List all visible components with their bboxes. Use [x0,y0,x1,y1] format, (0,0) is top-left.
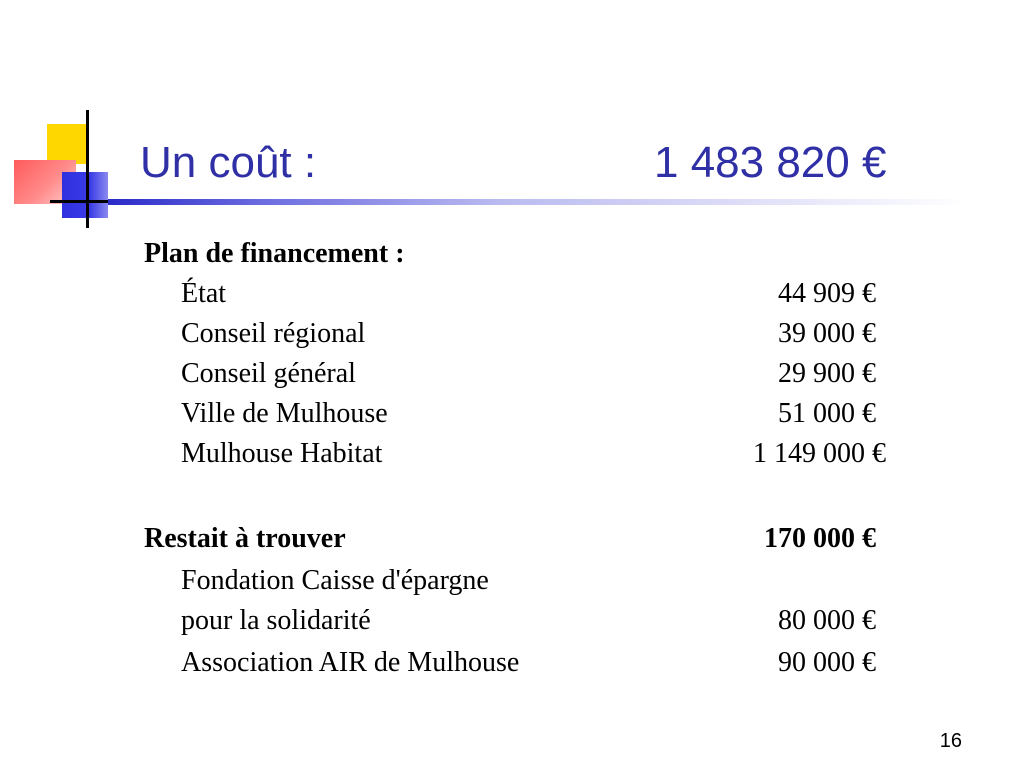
financing-item-label: État [181,278,227,309]
financing-item-label: Conseil général [181,358,356,389]
financing-item-amount: 44 909 € [778,278,876,309]
page-number: 16 [939,730,962,752]
financing-item-amount: 29 900 € [778,358,876,389]
financing-item-label: Conseil régional [181,318,366,349]
remaining-amount: 170 000 € [764,523,876,554]
remaining-item-label-continued: pour la solidarité [181,605,371,636]
remaining-item-amount: 90 000 € [778,647,876,678]
remaining-item-amount: 80 000 € [778,605,876,636]
slide-title-amount: 1 483 820 € [654,138,887,187]
slide-title: Un coût : [140,138,317,187]
remaining-item-label: Fondation Caisse d'épargne [181,565,489,596]
financing-item-amount: 51 000 € [778,398,876,429]
financing-heading: Plan de financement : [144,238,405,269]
financing-item-label: Ville de Mulhouse [181,398,388,429]
financing-item-label: Mulhouse Habitat [181,438,383,469]
remaining-heading: Restait à trouver [144,523,346,554]
financing-item-amount: 1 149 000 € [753,438,886,469]
financing-item-amount: 39 000 € [778,318,876,349]
remaining-item-label: Association AIR de Mulhouse [181,647,520,678]
